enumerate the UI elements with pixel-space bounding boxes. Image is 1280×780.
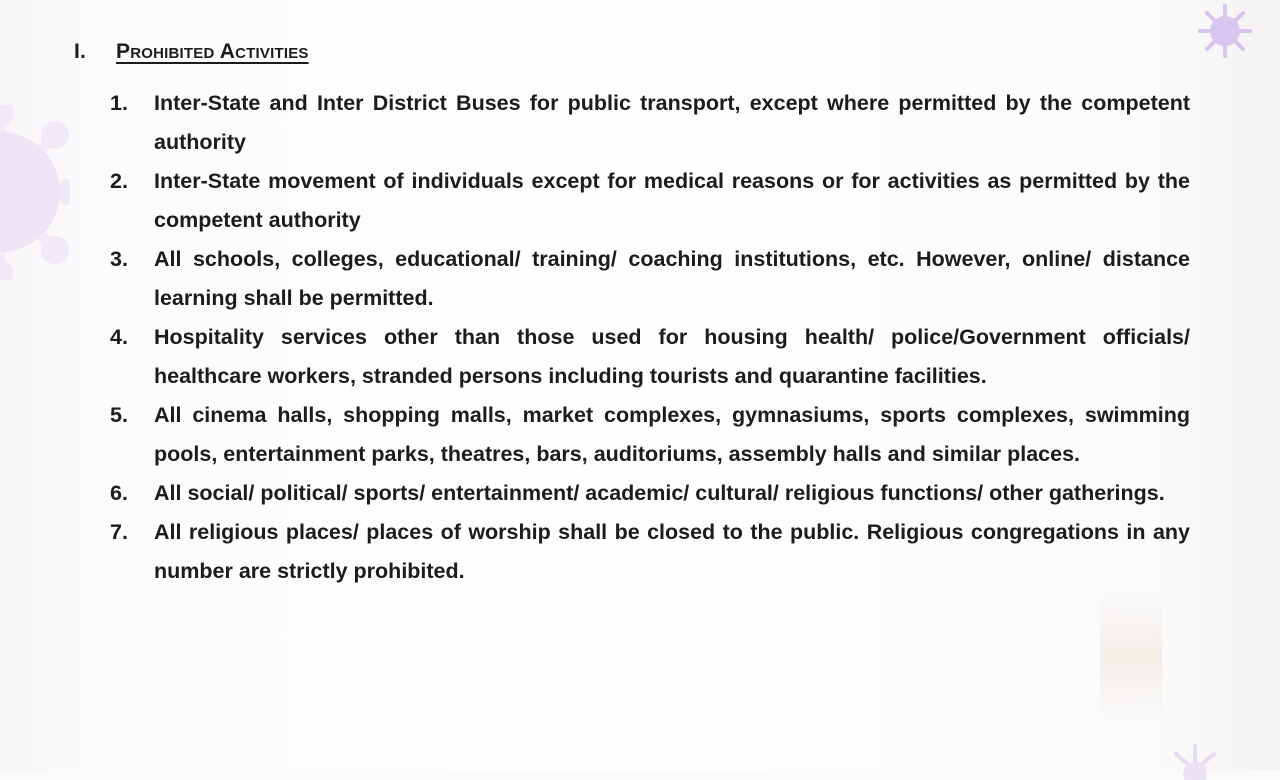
virus-watermark-left-icon <box>0 105 70 280</box>
list-item-text: All religious places/ places of worship shall be closed to the public. Religious congregations in any number are strictly prohibited. <box>154 520 1190 583</box>
list-item-text: Inter-State movement of individuals except for medical reasons or for activities as permitted by the competent authority <box>154 169 1190 232</box>
list-item-text: Inter-State and Inter District Buses for public transport, except where permitted by the competent authority <box>154 91 1190 154</box>
list-item-text: All schools, colleges, educational/ training/ coaching institutions, etc. However, online/ distance learning shall be permitted. <box>154 247 1190 310</box>
list-item <box>110 474 1190 513</box>
section-title: Prohibited Activities <box>116 40 309 63</box>
virus-watermark-bottom-right-icon <box>1170 740 1220 780</box>
list-item <box>110 318 1190 396</box>
list-item <box>110 396 1190 474</box>
list-item-number: 4. <box>110 325 128 349</box>
list-item-number: 3. <box>110 247 128 271</box>
paper-shade <box>1100 590 1162 724</box>
list-item-number: 6. <box>110 481 128 505</box>
list-item-number: 5. <box>110 403 128 427</box>
list-item-text: All social/ political/ sports/ entertainment/ academic/ cultural/ religious functions/ other gatherings. <box>154 481 1165 505</box>
list-item <box>110 84 1190 162</box>
list-item-number: 2. <box>110 169 128 193</box>
section-number: I. <box>74 40 87 63</box>
list-item <box>110 240 1190 318</box>
list-item-text: All cinema halls, shopping malls, market complexes, gymnasiums, sports complexes, swimming pools, entertainment parks, theatres, bars, auditoriums, assembly halls and similar places. <box>154 403 1190 466</box>
list-item-text: Hospitality services other than those used for housing health/ police/Government officials/ healthcare workers, stranded persons including tourists and quarantine facilities. <box>154 325 1190 388</box>
prohibited-activities-list <box>110 84 1190 591</box>
virus-watermark-top-right-icon <box>1198 4 1252 58</box>
list-item-number: 1. <box>110 91 128 115</box>
section-heading <box>74 40 309 64</box>
list-item-number: 7. <box>110 520 128 544</box>
list-item <box>110 162 1190 240</box>
list-item <box>110 513 1190 591</box>
